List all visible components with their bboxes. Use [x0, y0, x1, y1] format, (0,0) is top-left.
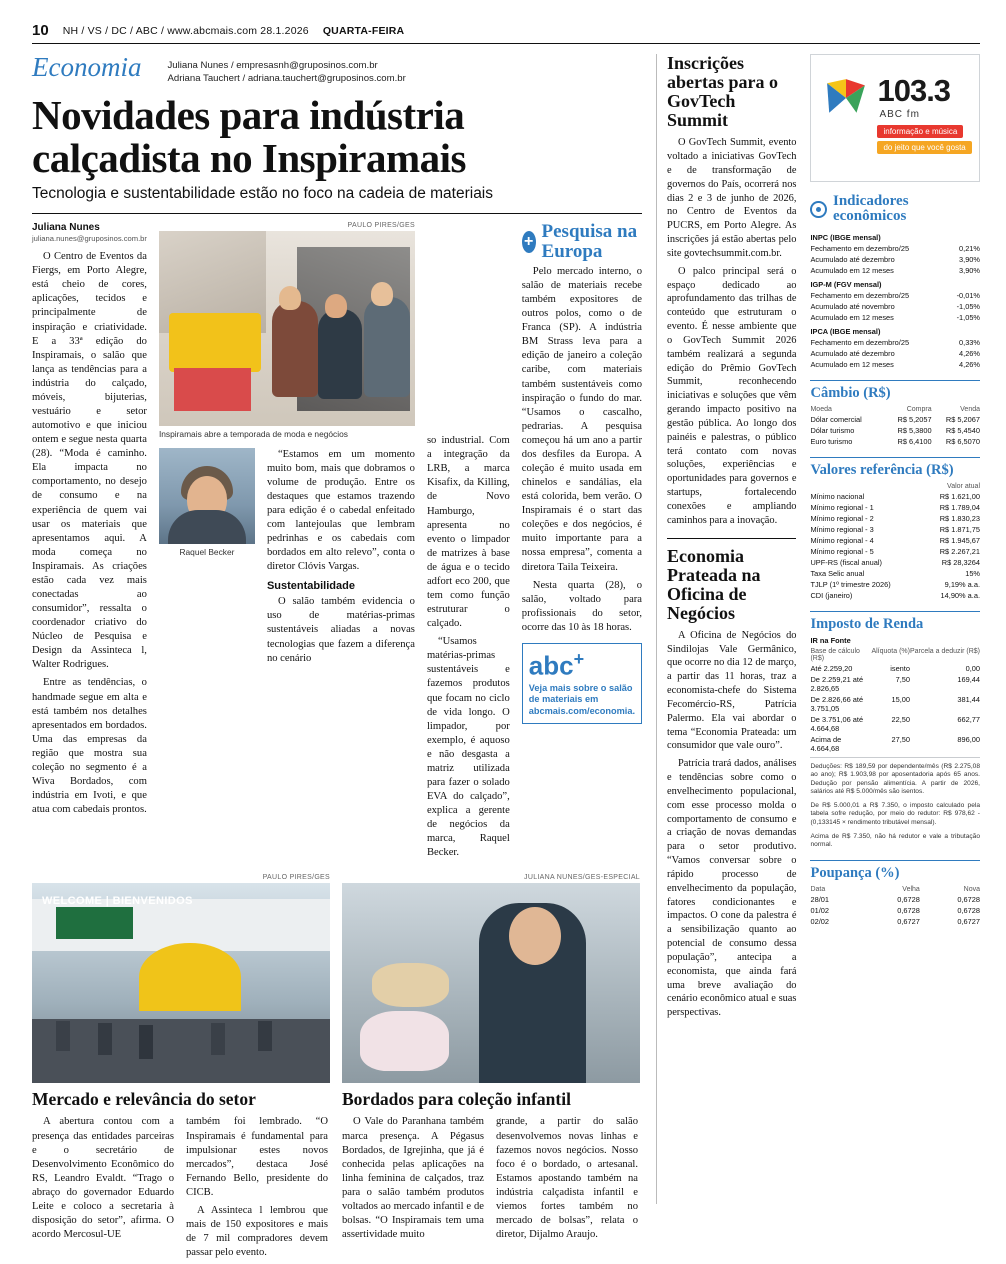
column-header: Alíquota (%)	[871, 647, 910, 655]
editor-byline-2: Adriana Tauchert / adriana.tauchert@gruposinos.com.br	[167, 72, 406, 84]
poupanca-title: Poupança (%)	[810, 860, 980, 882]
table-row	[810, 290, 980, 301]
paragraph: Pelo mercado interno, o salão de materiais recebe também expositores de outros polos, como o de Franca (SP). A indústria BM Strass leva para a edição de janeiro a coleção caribe, com materiais também sustentáveis como inspiração o fundo do mar. “Usamos o cascalho, pedrarias. A pesquisa começou há um ano a partir dos desfiles da Europa. A coleção é muito usada em chinelos e sandálias, ela está colorida, bem verão. O Inspiramais é o start das coleções e dos negócios, é muito importante para a nossa empresa”, comenta a diretora Taila Teixeira.	[521, 265, 642, 573]
valores-title: Valores referência (R$)	[810, 457, 980, 479]
indicators-title-text: Indicadores econômicos	[832, 193, 909, 225]
pesquisa-title: Pesquisa na Europa	[541, 221, 638, 262]
table-row	[810, 254, 980, 265]
indicators-title	[810, 194, 980, 225]
table-row: Dólar turismo R$ 5,3800 R$ 5,4540	[810, 425, 980, 435]
paragraph: A Oficina de Negócios do Sindilojas Vale Germânico, que ocorre no dia 12 de março, a partir das 11 horas, traz a economista-chefe do Sistema Fecomércio-RS, Patrícia Palermo. Ela vai abordar o tema “Economia Prateada: um consumidor que vale ouro”.	[667, 629, 797, 752]
table-row	[810, 301, 980, 312]
table-row	[810, 348, 980, 359]
news-heading-govtech: Inscrições abertas para o GovTech Summit	[667, 53, 778, 131]
abcmais-logo-text: abc	[528, 650, 574, 681]
ir-note: Acima de R$ 7.350, não há redutor e vale a tributação normal.	[810, 832, 980, 849]
photo-overlay-text: WELCOME | BIENVENIDOS	[42, 895, 193, 908]
indicator-label: Acumulado em 12 meses	[810, 265, 894, 275]
paragraph: grande, a partir do salão desenvolvemos novas linhas e fazemos novos negócios. Nosso foco é o bordado, o artesanal. Estamos apostando também na indústria calçadista infantil e viemos fortes também no mercado de bolsas”, relata o diretor, Dijalmo Araujo.	[496, 1116, 638, 1241]
indicator-group-name: INPC (IBGE mensal)	[810, 232, 881, 242]
indicator-label: Acumulado até dezembro	[810, 348, 895, 358]
table-row: Mínimo regional - 5 R$ 2.267,21	[810, 546, 980, 556]
portrait-block	[159, 448, 255, 670]
abcmais-logo-plus: +	[573, 648, 585, 669]
paragraph: A abertura contou com a presença das entidades parceiras e o secretário de Desenvolvimento Econômico do RS, Leandro Evaldt. “Trago o abraço do governador Eduardo Leite e coloco a secretaria à disposição do setor”, afirma. O acordo Mercosul-UE	[32, 1116, 174, 1241]
table-row: TJLP (1º trimestre 2026) 9,19% a.a.	[810, 579, 980, 589]
article-author-email: juliana.nunes@gruposinos.com.br	[32, 234, 147, 244]
bottom-photos	[32, 874, 642, 1083]
auditorium-photo	[32, 883, 330, 1083]
table-row: UPF-RS (fiscal anual) R$ 28,3264	[810, 557, 980, 567]
cambio-title: Câmbio (R$)	[810, 380, 980, 402]
article-author: Juliana Nunes	[32, 222, 100, 234]
table-row: Mínimo regional - 2 R$ 1.830,23	[810, 513, 980, 523]
table-row: Mínimo regional - 4 R$ 1.945,67	[810, 535, 980, 545]
paragraph: O Vale do Paranhana também marca presença. A Pégasus Bordados, de Igrejinha, que já é conhecida pelas aplicações na linha feminina de calçados, traz para o salão também produtos voltados ao mercado infantil e de bolsas. “O Inspiramais tem uma assertividade muito	[342, 1116, 484, 1241]
table-row	[810, 337, 980, 348]
table-row: 01/02 0,6728 0,6728	[810, 905, 980, 915]
paragraph: A Assinteca l lembrou que mais de 150 expositores e mais de 7 mil compradores devem passar pelo evento.	[186, 1204, 328, 1259]
section-header	[32, 54, 642, 86]
table-row: CDI (janeiro) 14,90% a.a.	[810, 590, 980, 600]
portrait-photo	[159, 448, 255, 544]
indicator-label: Fechamento em dezembro/25	[810, 337, 910, 347]
column-header: Data	[810, 885, 826, 893]
cambio-table	[810, 405, 980, 447]
column-header: Parcela a deduzir (R$)	[909, 647, 980, 655]
table-row	[810, 243, 980, 254]
indicator-value: 3,90%	[959, 254, 980, 264]
indicators-rail	[810, 54, 980, 1204]
bottom-section-left	[32, 1083, 330, 1264]
table-row: Acima de 4.664,68 27,50 896,00	[810, 734, 980, 753]
indicator-group-name: IGP-M (FGV mensal)	[810, 279, 882, 289]
masthead-weekday: QUARTA-FEIRA	[322, 25, 405, 37]
table-row: De 2.259,21 até 2.826,65 7,50 169,44	[810, 674, 980, 693]
column-header: Velha	[902, 885, 920, 893]
expo-photo	[159, 231, 415, 426]
indicator-value: -1,05%	[956, 301, 980, 311]
exhibitor-photo	[342, 883, 640, 1083]
indicator-value: -1,05%	[956, 312, 980, 322]
paragraph: O palco principal será o espaço dedicado ao aprofundamento das trilhas de conteúdo que estruturam o evento. É nesse ambiente que o GovTech Summit 2026 também realizará a segunda edição do Prêmio GovTech Summit, reconhecendo iniciativas e soluções que vêm gerando impacto positivo na gestão pública. Ao longo dos painéis e palestras, o público terá contato com novas soluções, experiências e oportunidades para governos e startups, fortalecendo conexões e ampliando caminhos para a inovação.	[667, 265, 797, 526]
section-heading: Bordados para coleção infantil	[342, 1089, 571, 1110]
ir-note: De R$ 5.000,01 a R$ 7.350, o imposto calculado pela tabela sofre redução, por meio do redutor: R$ 978,62 - (0,133145 × rendimento tributável mensal).	[810, 801, 980, 826]
column-header: Base de cálculo (R$)	[810, 647, 860, 662]
column-divider	[667, 538, 796, 539]
paragraph: Nesta quarta (28), o salão, voltado para profissionais do setor, ocorre das 10 às 18 horas.	[521, 579, 642, 633]
table-row: Mínimo regional - 1 R$ 1.789,04	[810, 502, 980, 512]
indicator-value: 4,26%	[959, 348, 980, 358]
portrait-caption: Raquel Becker	[179, 546, 235, 557]
ir-subtitle: IR na Fonte	[810, 635, 851, 645]
article-column-2	[159, 222, 415, 864]
article-columns	[32, 222, 642, 864]
table-row: Até 2.259,20 isento 0,00	[810, 663, 980, 673]
page-columns	[32, 52, 980, 1259]
article-subheadline: Tecnologia e sustentabilidade estão no foco na cadeia de materiais	[32, 185, 494, 203]
column-header: Compra	[906, 405, 932, 413]
indicator-label: Acumulado até novembro	[810, 301, 895, 311]
poupanca-table	[810, 885, 980, 927]
column-header: Nova	[963, 885, 980, 893]
column-header: Valor atual	[947, 482, 980, 490]
paragraph: O Centro de Eventos da Fiergs, em Porto Alegre, está cheio de cores, aplicações, tecidos e principalmente de inspiração e criatividade. E a 33ª edição do Inspiramais, o salão que lança as tendências para a indústria do calçado, móveis, bijuterias, vestuário e setor automotivo e que iniciou ontem e segue nesta quarta (28). “Moda é caminho. Ela impacta no comportamento, no desejo de consumo e na experiência de quem vai usar os materiais que apresentamos aqui. A moda começa no Inspiramais. As criações estão cada vez mais conectadas ao consumidor”, ressalta o coordenador criativo do Núcleo de Pesquisa e Design da Assinteca l, Walter Rodrigues.	[32, 251, 147, 671]
paragraph: so industrial. Com a integração da LRB, a marca Kisafix, da Killing, de Novo Hamburgo, apresenta no evento o limpador de matrizes à base de água e o tecido adfort eco 200, que tem como função estruturar o calçado.	[426, 435, 510, 630]
article-subsection-title: Sustentabilidade	[266, 580, 355, 593]
table-row: De 3.751,06 até 4.664,68 22,50 662,77	[810, 714, 980, 733]
abc-fm-logo-icon	[825, 77, 867, 119]
table-row: Mínimo nacional R$ 1.621,00	[810, 491, 980, 501]
imposto-renda-table	[810, 647, 980, 754]
indicator-value: 0,21%	[959, 243, 980, 253]
indicator-value: -0,01%	[956, 290, 980, 300]
paragraph: O GovTech Summit, evento voltado a iniciativas GovTech e de transformação de governos do País, ocorrerá nos dias 2 e 3 de junho de 2026, no Centro de Eventos da PUCRS, em Porto Alegre. As inscrições já estão abertas pelo site govtechsummit.com.br.	[667, 137, 797, 259]
news-heading-economia-prateada: Economia Prateada na Oficina de Negócios	[667, 545, 761, 623]
table-row: Dólar comercial R$ 5,2057 R$ 5,2067	[810, 414, 980, 424]
paragraph: “Estamos em um momento muito bom, mais que dobramos o volume de produção. Entre os destaques que estamos trazendo para edição é o cabedal enfeitado com lantejoulas que lembram pedrinhas e os cabedais com bordados em alto relevo”, conta o diretor Clóvis Vargas.	[266, 448, 415, 573]
indicator-value: 0,33%	[959, 337, 980, 347]
table-row: 28/01 0,6728 0,6728	[810, 894, 980, 904]
indicators-table	[810, 229, 980, 370]
abcmais-promo-text: Veja mais sobre o salão de materiais em abcmais.com/economia.	[528, 682, 636, 716]
section-heading: Mercado e relevância do setor	[32, 1089, 256, 1110]
imposto-renda-title: Imposto de Renda	[810, 611, 980, 633]
table-row	[810, 359, 980, 370]
table-row: De 2.826,66 até 3.751,05 15,00 381,44	[810, 694, 980, 713]
radio-tagline-1: informação e música	[877, 125, 963, 138]
editor-bylines	[167, 54, 405, 86]
masthead	[32, 22, 980, 44]
radio-tagline-2: do jeito que você gosta	[877, 141, 971, 154]
indicator-label: Acumulado em 12 meses	[810, 312, 894, 322]
abcmais-promo[interactable]	[522, 643, 642, 724]
table-row	[810, 312, 980, 323]
indicator-label: Fechamento em dezembro/25	[810, 243, 910, 253]
editor-byline-1: Juliana Nunes / empresasnh@gruposinos.com.br	[167, 60, 378, 71]
article-column-3	[427, 222, 510, 864]
photo-caption: Inspiramais abre a temporada de moda e negócios	[158, 429, 348, 440]
page-folio: 10	[32, 22, 49, 39]
bottom-section-right	[342, 1083, 640, 1264]
photo-credit: PAULO PIRES/GES	[262, 874, 330, 882]
pesquisa-header	[522, 222, 642, 261]
table-row	[810, 265, 980, 276]
plus-icon: +	[522, 231, 536, 253]
section-kicker: Economia	[32, 52, 142, 82]
paragraph: Patrícia trará dados, análises e tendências sobre como o envelhecimento populacional, com esse processo molda o comportamento de consumo e a criação de novas demandas para o setor produtivo. “Vamos conversar sobre o rápido processo de envelhecimento da população, fatores condicionantes e impactos. O cone da palestra é a sensibilização quanto ao potencial de consumo dessa população”, antecipa a economista, que ainda fará uma breve avaliação do cenário econômico atual e suas perspectivas.	[667, 758, 797, 1019]
indicator-value: 3,90%	[959, 265, 980, 275]
table-row: Taxa Selic anual 15%	[810, 568, 980, 578]
table-row: Mínimo regional - 3 R$ 1.871,75	[810, 524, 980, 534]
article-headline: Novidades para indústria calçadista no Inspiramais	[32, 91, 466, 181]
indicator-label: Acumulado em 12 meses	[810, 359, 894, 369]
indicator-value: 4,26%	[959, 359, 980, 369]
pesquisa-column	[522, 222, 642, 864]
valores-table	[810, 482, 980, 601]
paragraph: também foi lembrado. “O Inspiramais é fundamental para impulsionar estes novos mercados”, destaca José Fernando Bello, presidente do CICB.	[186, 1116, 328, 1198]
photo-credit: PAULO PIRES/GES	[347, 222, 415, 230]
column-header: Moeda	[810, 405, 832, 413]
photo-credit: JULIANA NUNES/GES-ESPECIAL	[524, 874, 640, 882]
radio-station-name: ABC fm	[879, 109, 920, 120]
ir-note: Deduções: R$ 189,59 por dependente/mês (R$ 2.275,08 ao ano); R$ 1.903,98 por aposentadoria após 65 anos. Dedução por pensão alimentícia. A partir de 2026, salários até R$ 5.000/mês são isentos.	[810, 762, 980, 796]
table-row: 02/02 0,6727 0,6727	[810, 916, 980, 926]
bottom-sections	[32, 1083, 642, 1264]
main-article-area	[32, 52, 642, 1259]
column-header	[810, 482, 923, 491]
indicator-group-name: IPCA (IBGE mensal)	[810, 326, 881, 336]
paragraph: “Usamos matérias-primas sustentáveis e fazemos produtos que focam no ciclo de vida longo. O limpador, por exemplo, é aquoso e não desgasta a matriz utilizada para fazer o solado EVA do calçado”, explica a gerente de negócios da marca, Raquel Becker.	[426, 636, 510, 859]
bullet-icon	[810, 201, 827, 218]
column-header: Venda	[960, 405, 980, 413]
header-divider	[32, 213, 642, 214]
abcmais-logo	[529, 650, 635, 679]
radio-frequency: 103.3	[877, 73, 951, 108]
paragraph: Entre as tendências, o handmade segue em alta e está também nos detalhes apresentados em bordados. Uma das empresas da região que mostra sua coleção no segmento é a Wiva Bordados, com indústria em Ivoti, e que atua com cabedais prontos.	[32, 677, 147, 816]
secondary-news-column	[656, 54, 796, 1204]
table-row: Euro turismo R$ 6,4100 R$ 6,5070	[810, 436, 980, 446]
masthead-line: NH / VS / DC / ABC / www.abcmais.com 28.1.2026	[62, 25, 309, 37]
radio-advertisement[interactable]	[810, 54, 980, 182]
indicator-label: Fechamento em dezembro/25	[810, 290, 910, 300]
article-column-1	[32, 222, 147, 864]
paragraph: O salão também evidencia o uso de matérias-primas sustentáveis aliadas a novas tecnologias que fazem a diferença no cenário	[266, 596, 415, 664]
indicator-label: Acumulado até dezembro	[810, 254, 895, 264]
